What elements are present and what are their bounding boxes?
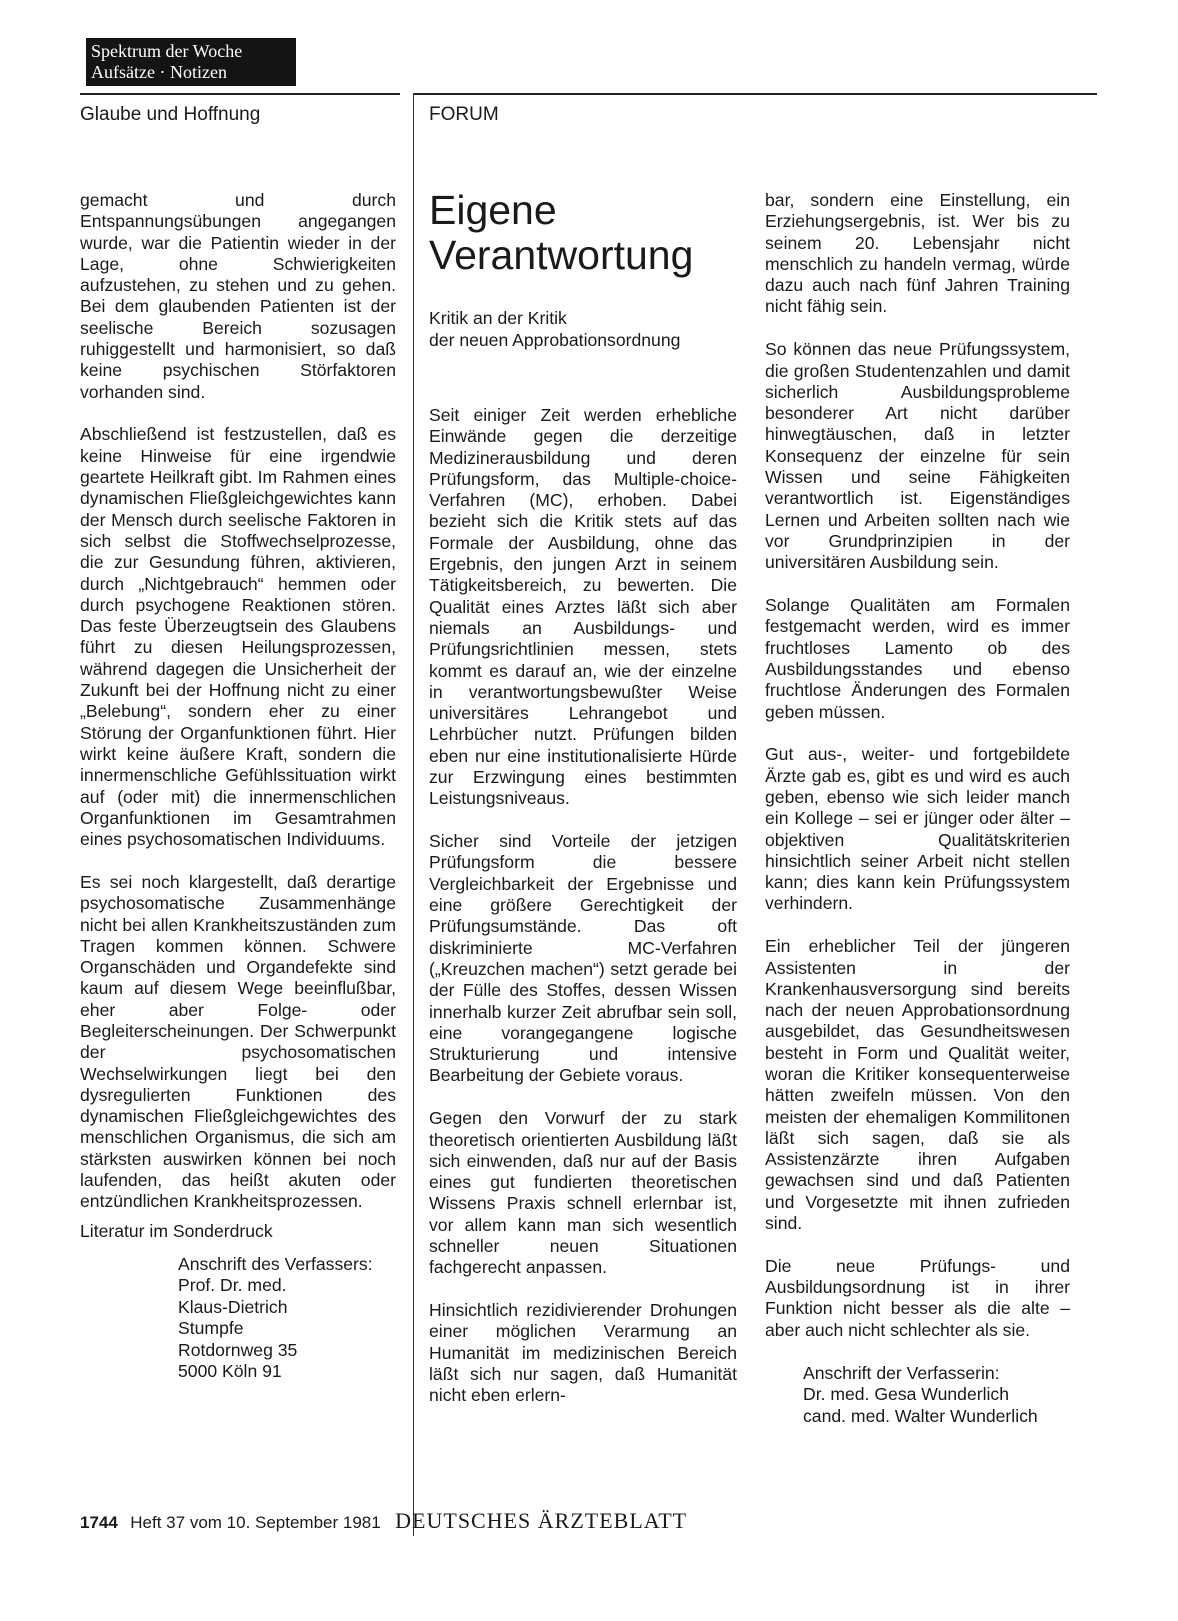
- badge-line-1: Spektrum der Woche: [91, 41, 243, 61]
- page-number: 1744: [80, 1513, 118, 1532]
- paragraph: Es sei noch klargestellt, daß derartige psychosomatische Zusammenhänge nicht bei allen Krankheitszuständen zum Tragen kommen können. Schwere Organschäden und Organdefekte sind kaum auf diesem Wege beeinflußbar, eher aber Folge- oder Begleiterscheinungen. Der Schwerpunkt der psychosomatischen Wechselwirkungen liegt bei den dysregulierten Funktionen des dynamischen Fließgleichgewichtes des menschlichen Organismus, die sich am stärksten auswirken können bei noch laufenden, das heißt akuten oder entzündlichen Krankheitsprozessen.: [80, 871, 396, 1212]
- paragraph: Ein erheblicher Teil der jüngeren Assistenten in der Krankenhausversorgung sind bereits nach der neuen Approbationsordnung ausgebildet, das Gesundheitswesen besteht in Form und Qualität weiter, woran die Kritiker konsequenterweise hätten zweifeln müssen. Von den meisten der ehemaligen Kommilitonen läßt sich sagen, daß sie als Assistenzärzte ihren Aufgaben gewachsen sind und daß Patienten und Vorgesetzte mit ihnen zufrieden sind.: [765, 936, 1070, 1234]
- badge-line-2: Aufsätze · Notizen: [91, 62, 227, 82]
- address-line: Stumpfe: [178, 1318, 244, 1339]
- address-line: Klaus-Dietrich: [178, 1296, 288, 1317]
- section-badge: [86, 38, 296, 86]
- header-rule-right: [413, 93, 1097, 95]
- article-subtitle: [429, 307, 739, 351]
- section-title-left: Glaube und Hoffnung: [80, 104, 261, 125]
- header-rule-left: [80, 93, 400, 95]
- author-address: [178, 1254, 396, 1383]
- paragraph: So können das neue Prüfungssystem, die großen Studentenzahlen und damit sicherlich Ausbildungsprobleme besonderer Art nicht darüber hinwegtäuschen, daß in letzter Konsequenz der einzelne für sein Wissen und seine Fähigkeiten verantwortlich ist. Eigenständiges Lernen und Arbeiten sollten nach wie vor Grundprinzipien in der universitären Ausbildung sein.: [765, 339, 1070, 573]
- address-line: 5000 Köln 91: [178, 1361, 282, 1382]
- authors-address: [803, 1363, 1070, 1428]
- paragraph: Sicher sind Vorteile der jetzigen Prüfungsform die bessere Vergleichbarkeit der Ergebnisse und eine größere Gerechtigkeit der Prüfungsumstände. Das oft diskriminierte MC-Verfahren („Kreuzchen machen“) setzt gerade bei der Fülle des Stoffes, dessen Wissen innerhalb kurzer Zeit abrufbar sein soll, eine vorangegangene logische Strukturierung und intensive Bearbeitung der Gebiete voraus.: [429, 831, 737, 1086]
- paragraph: Hinsichtlich rezidivierender Drohungen einer möglichen Verarmung an Humanität im medizinischen Bereich läßt sich nur sagen, daß Humanität nicht eben erlern-: [429, 1300, 737, 1406]
- address-line: Dr. med. Gesa Wunderlich: [803, 1384, 1009, 1405]
- address-line: Anschrift der Verfasserin:: [803, 1362, 1000, 1383]
- magazine-name: DEUTSCHES ÄRZTEBLATT: [395, 1508, 688, 1533]
- forum-column-3: [765, 190, 1070, 1427]
- paragraph: Gut aus-, weiter- und fortgebildete Ärzte gab es, gibt es und wird es auch geben, ebenso wie sich leider manch ein Kollege – sei er jünger oder älter – objektiven Qualitätskriterien hinsichtlich seiner Arbeit nicht stellen kann; dies kann kein Prüfungssystem verhindern.: [765, 744, 1070, 914]
- paragraph: Abschließend ist festzustellen, daß es keine Hinweise für eine irgendwie geartete Heilkraft gibt. Im Rahmen eines dynamischen Fließgleichgewichtes kann der Mensch durch seelische Faktoren in sich selbst die Stoffwechselprozesse, die zur Gesundung führen, aktivieren, durch „Nichtgebrauch“ hemmen oder durch psychogene Reaktionen stören. Das feste Überzeugtsein des Glaubens führt zu diesen Heilungsprozessen, während dagegen die Unsicherheit der Zukunft bei der Hoffnung nicht zu einer „Belebung“, sondern eher zu einer Störung der Organfunktionen führt. Hier wirkt keine äußere Kraft, sondern die innermenschliche Gefühlssituation wirkt auf (oder mit) die innermenschlichen Organfunktionen im Gesamtrahmen eines psychosomatischen Individuums.: [80, 424, 396, 850]
- paragraph: bar, sondern eine Einstellung, ein Erziehungsergebnis, ist. Wer bis zu seinem 20. Lebensjahr nicht menschlich zu handeln vermag, würde dazu auch nach fünf Jahren Training nicht fähig sein.: [765, 190, 1070, 317]
- section-title-forum: FORUM: [429, 104, 499, 125]
- page-footer: [80, 1508, 687, 1534]
- issue-info: Heft 37 vom 10. September 1981: [130, 1513, 381, 1532]
- subtitle-line-1: Kritik an der Kritik: [429, 308, 567, 328]
- address-line: Prof. Dr. med.: [178, 1275, 287, 1296]
- address-line: Anschrift des Verfassers:: [178, 1253, 373, 1274]
- paragraph: Die neue Prüfungs- und Ausbildungsordnung ist in ihrer Funktion nicht besser als die alte – aber auch nicht schlechter als sie.: [765, 1255, 1070, 1340]
- address-line: cand. med. Walter Wunderlich: [803, 1405, 1038, 1426]
- literature-note: Literatur im Sonderdruck: [80, 1220, 273, 1241]
- subtitle-line-2: der neuen Approbationsordnung: [429, 330, 681, 350]
- address-line: Rotdornweg 35: [178, 1339, 298, 1360]
- left-article-column: [80, 190, 396, 1383]
- forum-column-2: [429, 405, 737, 1428]
- title-line-1: Eigene: [429, 187, 557, 233]
- paragraph: Seit einiger Zeit werden erhebliche Einwände gegen die derzeitige Medizinerausbildung und deren Prüfungsform, das Multiple-choice-Verfahren (MC), erhoben. Dabei bezieht sich die Kritik stets auf das Formale der Ausbildung, ohne das Ergebnis, den jungen Arzt in seinem Tätigkeitsbereich, zu bewerten. Die Qualität eines Arztes läßt sich aber niemals an Ausbildungs- und Prüfungsrichtlinien messen, stets kommt es darauf an, wie der einzelne in verantwortungsbewußter Weise universitäres Lehrangebot und Lehrbücher nutzt. Prüfungen bilden eben nur eine institutionalisierte Hürde zur Erzwingung eines bestimmten Leistungsniveaus.: [429, 405, 737, 809]
- column-divider: [413, 93, 414, 1536]
- paragraph: Solange Qualitäten am Formalen festgemacht werden, wird es immer fruchtloses Lamento ob des Ausbildungsstandes und ebenso fruchtlose Änderungen des Formalen geben müssen.: [765, 595, 1070, 722]
- paragraph: Gegen den Vorwurf der zu stark theoretisch orientierten Ausbildung läßt sich einwenden, daß nur auf der Basis eines gut fundierten theoretischen Wissens Praxis schnell erlernbar ist, vor allem kann man sich wesentlich schneller neuen Situationen fachgerecht anpassen.: [429, 1108, 737, 1278]
- article-title: [429, 188, 739, 278]
- title-line-2: Verantwortung: [429, 232, 694, 278]
- paragraph: gemacht und durch Entspannungsübungen angegangen wurde, war die Patientin wieder in der Lage, ohne Schwierigkeiten aufzustehen, zu stehen und zu gehen. Bei dem glaubenden Patienten ist der seelische Bereich sozusagen ruhiggestellt und harmonisiert, so daß keine psychischen Störfaktoren vorhanden sind.: [80, 190, 396, 402]
